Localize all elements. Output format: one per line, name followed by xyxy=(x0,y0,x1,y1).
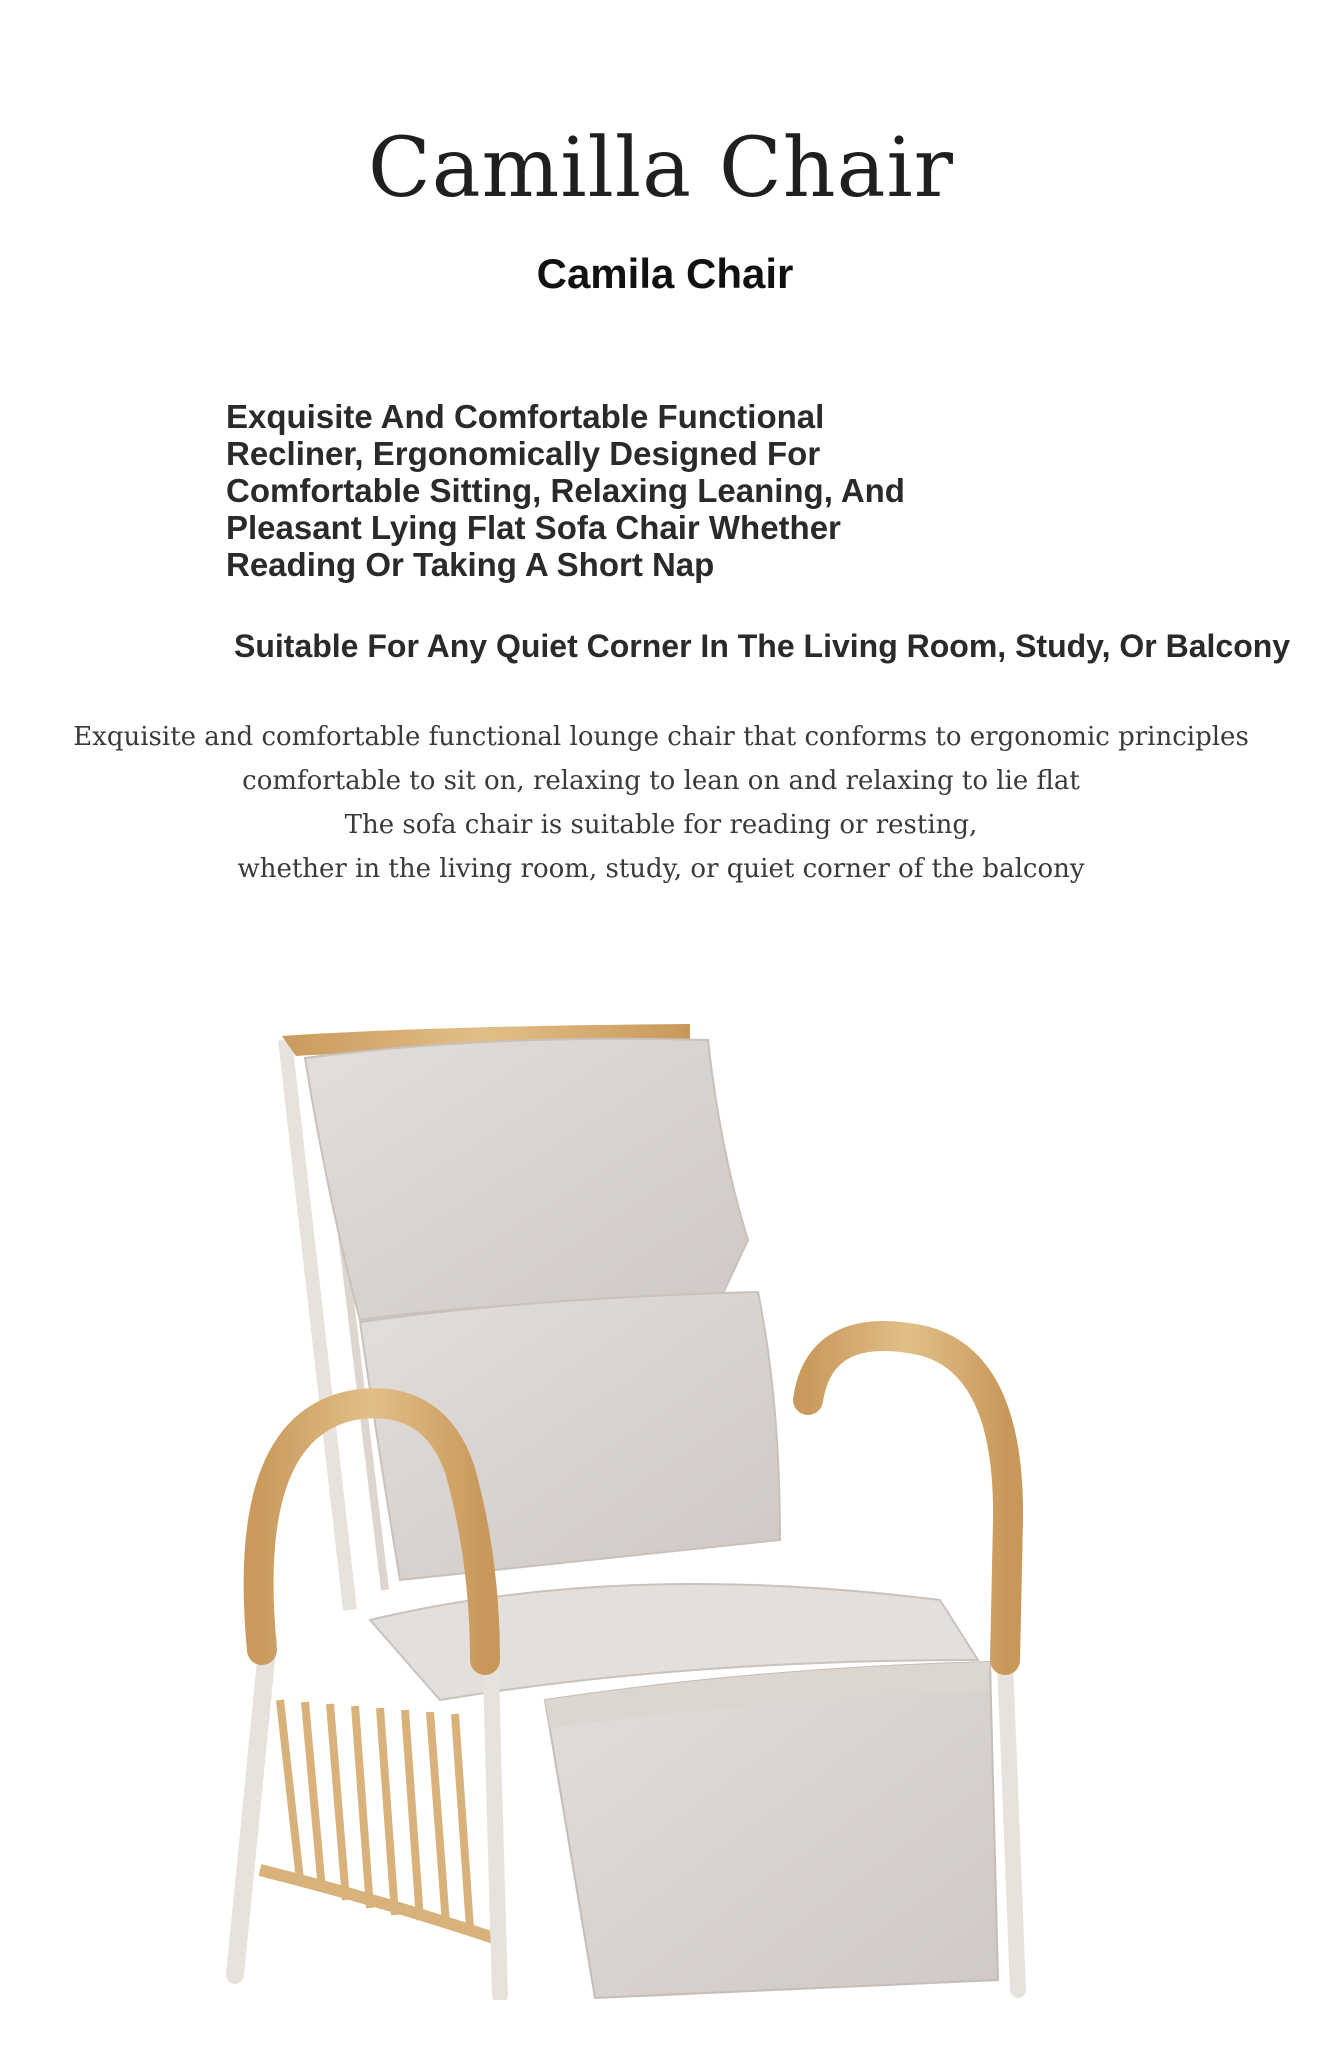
serif-description xyxy=(0,715,1322,891)
brand-title: Camilla Chair xyxy=(368,121,954,216)
chair-product-image xyxy=(200,1000,1100,2000)
suitability-statement: Suitable For Any Quiet Corner In The Living Room, Study, Or Balcony xyxy=(234,628,1291,664)
feature-line: Exquisite And Comfortable Functional xyxy=(226,398,825,435)
feature-description xyxy=(226,398,946,583)
description-line: whether in the living room, study, or quiet corner of the balcony xyxy=(237,854,1085,884)
description-line: Exquisite and comfortable functional lounge chair that conforms to ergonomic principles xyxy=(73,722,1249,752)
feature-line: Recliner, Ergonomically Designed For xyxy=(226,435,821,472)
feature-line: Reading Or Taking A Short Nap xyxy=(226,546,715,583)
feature-line: Pleasant Lying Flat Sofa Chair Whether xyxy=(226,509,841,546)
description-line: The sofa chair is suitable for reading or resting, xyxy=(344,810,978,840)
product-subtitle: Camila Chair xyxy=(536,250,794,297)
feature-line: Comfortable Sitting, Relaxing Leaning, And xyxy=(226,472,905,509)
recliner-chair-illustration xyxy=(200,1000,1100,2000)
description-line: comfortable to sit on, relaxing to lean on and relaxing to lie flat xyxy=(242,766,1080,796)
